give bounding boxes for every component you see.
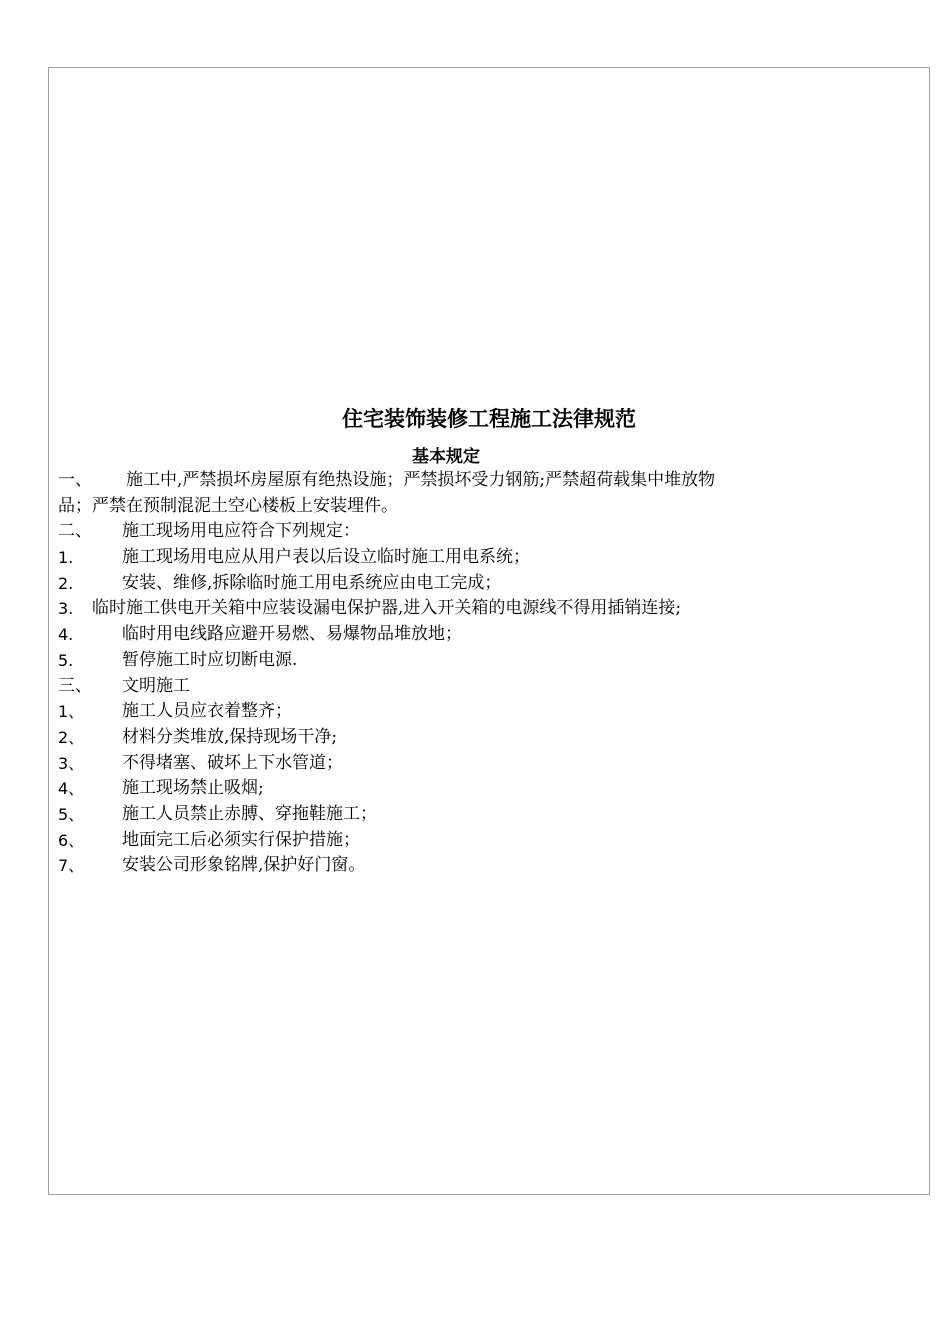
list-item-text: 施工人员禁止赤膊、穿拖鞋施工； <box>122 803 377 824</box>
list-item <box>58 776 928 802</box>
list-item <box>58 699 928 725</box>
list-item-number: 7、 <box>58 856 85 876</box>
list-item-number: 5、 <box>58 804 85 824</box>
section-1-text: 施工中,严禁损坏房屋原有绝热设施；严禁损坏受力钢筋;严禁超荷载集中堆放物 <box>126 470 716 490</box>
section-2-marker: 二、 <box>58 521 92 542</box>
list-item-number: 3. <box>58 599 74 619</box>
list-item-number: 6、 <box>58 830 85 850</box>
list-item-number: 3、 <box>58 753 85 773</box>
list-item-number: 2、 <box>58 727 85 747</box>
list-item-number: 1. <box>58 548 74 568</box>
list-item-number: 2. <box>58 573 74 593</box>
list-item-text: 施工人员应衣着整齐； <box>122 701 292 722</box>
list-item <box>58 751 928 777</box>
list-item-text: 安装公司形象铭牌,保护好门窗。 <box>122 855 366 876</box>
list-item-text: 暂停施工时应切断电源. <box>122 649 298 670</box>
list-item-text: 临时用电线路应避开易燃、易爆物品堆放地； <box>122 624 462 645</box>
list-item-number: 4. <box>58 625 74 645</box>
section-1-line-1 <box>58 468 928 494</box>
list-item <box>58 828 928 854</box>
document-subtitle: 基本规定 <box>412 447 480 467</box>
section-3-text: 文明施工 <box>122 675 190 696</box>
list-item-text: 地面完工后必须实行保护措施； <box>122 829 360 850</box>
list-item-number: 5. <box>58 650 74 670</box>
document-body <box>58 468 928 879</box>
list-item-text: 施工现场禁止吸烟; <box>122 778 264 799</box>
list-item <box>58 596 928 622</box>
section-1-marker: 一、 <box>58 470 92 490</box>
section-2-text: 施工现场用电应符合下列规定： <box>122 521 360 542</box>
list-item-number: 1、 <box>58 702 85 722</box>
list-item-text: 临时施工供电开关箱中应装设漏电保护器,进入开关箱的电源线不得用插销连接; <box>92 598 682 619</box>
section-3-heading <box>58 674 928 700</box>
section-3-marker: 三、 <box>58 675 92 696</box>
list-item-text: 材料分类堆放,保持现场干净; <box>122 726 338 747</box>
section-1-line-2 <box>58 494 928 520</box>
list-item <box>58 571 928 597</box>
list-item <box>58 853 928 879</box>
list-item-text: 不得堵塞、破坏上下水管道； <box>122 752 343 773</box>
list-item-text: 安装、维修,拆除临时施工用电系统应由电工完成； <box>122 572 502 593</box>
section-1-text-continued: 品；严禁在预制混泥土空心楼板上安装埋件。 <box>58 495 398 516</box>
list-item <box>58 545 928 571</box>
list-item <box>58 725 928 751</box>
list-item <box>58 622 928 648</box>
list-item-number: 4、 <box>58 779 85 799</box>
list-item <box>58 648 928 674</box>
list-item-text: 施工现场用电应从用户表以后设立临时施工用电系统； <box>122 547 530 568</box>
list-item <box>58 802 928 828</box>
section-2-heading <box>58 519 928 545</box>
document-title: 住宅装饰装修工程施工法律规范 <box>342 406 636 431</box>
